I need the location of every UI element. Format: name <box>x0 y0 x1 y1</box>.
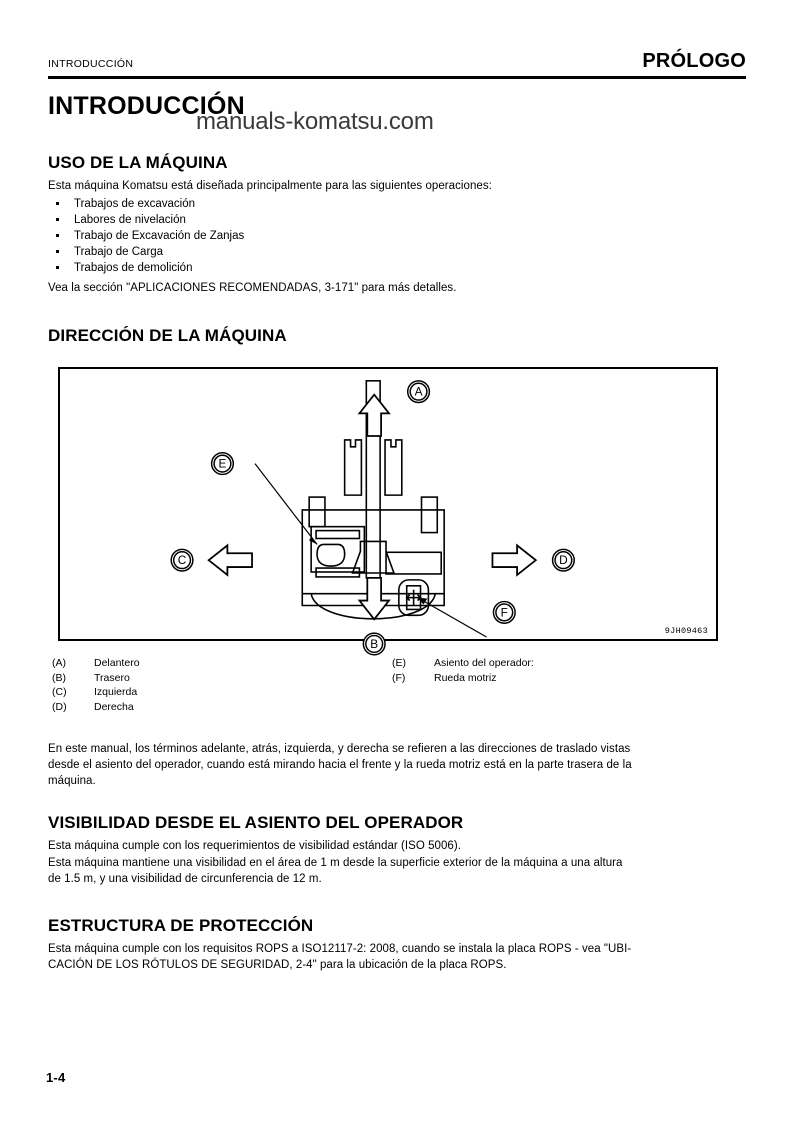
machine-direction-figure <box>58 367 718 651</box>
figure-callout-a: A <box>414 384 423 399</box>
figure-legend-right-column <box>392 656 712 685</box>
list-item-label: Labores de nivelación <box>74 214 186 226</box>
visibilidad-line-3: de 1.5 m, y una visibilidad de circunferencia de 12 m. <box>48 873 322 885</box>
legend-item <box>52 671 372 686</box>
section-heading-estructura-de-proteccion: ESTRUCTURA DE PROTECCIÓN <box>48 916 314 935</box>
legend-key: (D) <box>52 700 67 713</box>
visibilidad-line-2: Esta máquina mantiene una visibilidad en el área de 1 m desde la superficie exterior de la máquina a una altura <box>48 857 623 869</box>
direccion-paragraph-line-1: En este manual, los términos adelante, atrás, izquierda, y derecha se refieren a las direcciones de traslado vistas <box>48 743 631 755</box>
running-header <box>48 50 746 78</box>
arrow-right-icon <box>492 545 535 575</box>
legend-key: (B) <box>52 671 66 684</box>
legend-key: (A) <box>52 657 66 669</box>
uso-bullet-list <box>48 196 698 276</box>
estructura-line-1: Esta máquina cumple con los requisitos ROPS a ISO12117-2: 2008, cuando se instala la placa ROPS - vea "UBI- <box>48 943 632 955</box>
running-header-right-label: PRÓLOGO <box>642 50 746 72</box>
arrow-left-icon <box>209 545 252 575</box>
estructura-line-2: CACIÓN DE LOS RÓTULOS DE SEGURIDAD, 2-4" para la ubicación de la placa ROPS. <box>48 959 507 971</box>
list-item <box>48 260 698 276</box>
section-heading-uso-de-la-maquina: USO DE LA MÁQUINA <box>48 153 228 172</box>
uso-closing-paragraph: Vea la sección "APLICACIONES RECOMENDADAS, 3-171" para más detalles. <box>48 282 457 294</box>
watermark-text: manuals-komatsu.com <box>196 108 434 135</box>
bullet-dot-icon <box>56 218 59 221</box>
list-item-label: Trabajos de demolición <box>74 262 193 274</box>
list-item <box>48 244 698 260</box>
bullet-dot-icon <box>56 234 59 237</box>
legend-value: Delantero <box>94 657 140 669</box>
figure-callout-d: D <box>559 553 568 568</box>
legend-item <box>392 671 712 686</box>
list-item <box>48 228 698 244</box>
direccion-paragraph-line-2: desde el asiento del operador, cuando está mirando hacia el frente y la rueda motriz está en la parte trasera de la <box>48 759 632 771</box>
list-item-label: Trabajos de excavación <box>74 198 196 210</box>
figure-callout-c: C <box>177 553 187 568</box>
figure-callout-b: B <box>370 636 379 651</box>
page-number: 1-4 <box>46 1070 66 1085</box>
machine-top-view-diagram <box>60 369 716 651</box>
legend-value: Rueda motriz <box>434 671 497 684</box>
list-item-label: Trabajo de Carga <box>74 246 164 258</box>
legend-value: Asiento del operador: <box>434 657 534 669</box>
list-item <box>48 196 698 212</box>
legend-value: Derecha <box>94 700 134 713</box>
list-item <box>48 212 698 228</box>
figure-callout-f: F <box>500 605 508 620</box>
figure-reference-code: 9JH09463 <box>664 626 708 636</box>
legend-item <box>52 685 372 700</box>
arrow-forward-icon <box>359 395 389 436</box>
legend-item <box>52 700 372 715</box>
bullet-dot-icon <box>56 250 59 253</box>
arrow-rear-icon <box>359 578 389 619</box>
legend-key: (F) <box>392 671 406 684</box>
bullet-dot-icon <box>56 266 59 269</box>
section-heading-direccion-de-la-maquina: DIRECCIÓN DE LA MÁQUINA <box>48 326 287 345</box>
visibilidad-line-1: Esta máquina cumple con los requerimientos de visibilidad estándar (ISO 5006). <box>48 840 462 852</box>
legend-key: (C) <box>52 686 67 698</box>
page-title: INTRODUCCIÓN <box>48 92 245 120</box>
legend-item <box>52 656 372 671</box>
legend-key: (E) <box>392 657 406 669</box>
running-header-left-label: INTRODUCCIÓN <box>48 58 134 70</box>
header-divider-rule <box>48 76 746 79</box>
figure-legend-left-column <box>52 656 372 714</box>
bullet-dot-icon <box>56 202 59 205</box>
uso-intro-paragraph: Esta máquina Komatsu está diseñada principalmente para las siguientes operaciones: <box>48 180 492 192</box>
legend-value: Izquierda <box>94 686 138 698</box>
section-heading-visibilidad: VISIBILIDAD DESDE EL ASIENTO DEL OPERADOR <box>48 813 464 832</box>
figure-callout-e: E <box>218 456 227 471</box>
legend-value: Trasero <box>94 671 130 684</box>
direccion-paragraph-line-3: máquina. <box>48 775 96 787</box>
legend-item <box>392 656 712 671</box>
list-item-label: Trabajo de Excavación de Zanjas <box>74 230 245 242</box>
